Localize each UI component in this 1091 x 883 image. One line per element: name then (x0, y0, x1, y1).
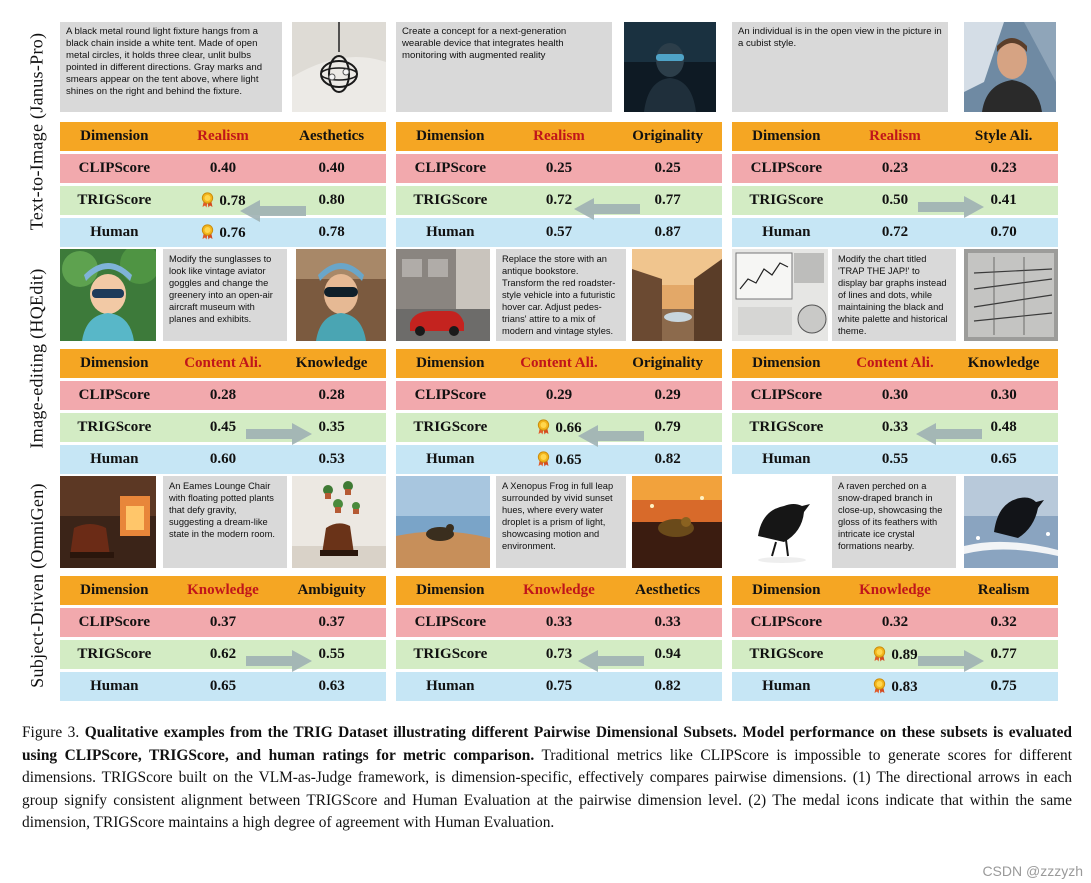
score-a: 0.60 (209, 451, 237, 467)
score-a: 0.55 (881, 451, 909, 467)
score-b: 0.63 (318, 678, 345, 694)
metric-name: Human (426, 224, 475, 240)
generated-image-floating-plants (292, 476, 386, 568)
table-header-row (60, 576, 386, 605)
source-image-chart (732, 249, 828, 341)
table-row-trigscore (60, 186, 386, 215)
table-row-trigscore (396, 186, 722, 215)
table-row-trigscore (60, 413, 386, 442)
medal-icon (872, 678, 887, 694)
score-a: 0.23 (881, 160, 909, 176)
row-label-subject-driven: Subject-Driven (OmniGen) (26, 482, 47, 688)
prompt-text: Create a concept for a next-generation wearable device that integrates health monitoring with augmented reality (396, 22, 612, 112)
prompt-text: A Xenopus Frog in full leap surrounded by vivid sunset hues, where every water droplet is a prism of light, showcasing motion and environment. (496, 476, 626, 568)
header-dimension: Dimension (752, 582, 821, 598)
score-b: 0.25 (654, 160, 681, 176)
metric-name: CLIPScore (750, 160, 823, 176)
score-a (169, 224, 278, 242)
panel-9 (732, 476, 1058, 703)
table-header-row (60, 122, 386, 151)
score-a: 0.33 (545, 614, 573, 630)
prompt-text: A black metal round light fixture hangs from a black chain inside a white tent. Made of open metal circles, it holds three clear, unlit bulbs pointed in different directions. Gray marks and smears appear on the tent above, where light shines on the right and behind the fixture. (60, 22, 282, 112)
score-b: 0.65 (990, 451, 1017, 467)
score-table (732, 122, 1058, 249)
score-table (396, 349, 722, 476)
medal-icon (200, 192, 215, 208)
prompt-text: An Eames Lounge Chair with floating potted plants that defy gravity, suggesting a dream-like state in the modern room. (163, 476, 287, 568)
score-b: 0.75 (990, 678, 1017, 694)
metric-name: TRIGScore (749, 646, 824, 662)
metric-name: Human (762, 451, 811, 467)
metric-name: Human (426, 451, 475, 467)
metric-name: TRIGScore (413, 646, 488, 662)
panel-5 (396, 249, 722, 476)
arrow-right-icon (918, 194, 984, 220)
metric-name: Human (426, 678, 475, 694)
header-dimension-b: Originality (632, 128, 704, 144)
score-table (396, 122, 722, 249)
header-dimension: Dimension (416, 355, 485, 371)
table-header-row (732, 122, 1058, 151)
header-dimension-b: Aesthetics (299, 128, 365, 144)
score-a: 0.57 (545, 224, 573, 240)
metric-name: CLIPScore (78, 160, 151, 176)
generated-image-cubist-portrait (964, 22, 1056, 112)
arrow-right-icon (246, 648, 312, 674)
score-value: 0.66 (555, 419, 582, 436)
generated-image-light-fixture (292, 22, 386, 112)
header-dimension-b: Originality (632, 355, 704, 371)
source-image-anime-boy (60, 249, 156, 341)
score-b: 0.37 (318, 614, 345, 630)
prompt-text: Modify the chart titled 'TRAP THE JAP!' to display bar graphs instead of lines and dots, while maintaining the black and white palette and historical theme. (832, 249, 956, 341)
table-header-row (396, 349, 722, 378)
header-dimension: Dimension (80, 128, 149, 144)
score-b: 0.23 (990, 160, 1017, 176)
table-header-row (396, 122, 722, 151)
panel-2 (396, 22, 722, 249)
prompt-text: Modify the sunglasses to look like vintage aviator goggles and change the greenery into an open-air aircraft museum with planes and exhibits. (163, 249, 287, 341)
score-a: 0.45 (209, 419, 237, 435)
edited-image-anime-boy (296, 249, 386, 341)
generated-image-frog-sunset (632, 476, 722, 568)
metric-name: Human (90, 678, 139, 694)
generated-image-raven-snow (964, 476, 1058, 568)
header-dimension-a: Realism (197, 128, 249, 144)
prompt-text: A raven perched on a snow-draped branch in close-up, showcasing the gloss of its feathers with intricate ice crystal formations nearby. (832, 476, 956, 568)
header-dimension-b: Knowledge (295, 355, 368, 371)
table-header-row (732, 576, 1058, 605)
header-dimension: Dimension (416, 582, 485, 598)
metric-name: Human (90, 451, 139, 467)
score-a: 0.72 (881, 224, 909, 240)
caption-label: Figure 3. (22, 724, 80, 741)
panel-7 (60, 476, 386, 703)
edited-image-street (632, 249, 722, 341)
medal-icon (536, 451, 551, 467)
score-value: 0.78 (219, 192, 246, 209)
header-dimension: Dimension (80, 582, 149, 598)
table-row-clipscore (396, 381, 722, 410)
score-table (732, 576, 1058, 703)
arrow-left-icon (578, 648, 644, 674)
table-row-clipscore (732, 154, 1058, 183)
score-a: 0.33 (881, 419, 909, 435)
table-row-trigscore (396, 640, 722, 669)
table-row-human (60, 445, 386, 474)
score-b: 0.35 (318, 419, 345, 435)
header-dimension: Dimension (416, 128, 485, 144)
table-header-row (732, 349, 1058, 378)
score-a: 0.30 (881, 387, 909, 403)
table-row-clipscore (396, 154, 722, 183)
metric-name: TRIGScore (77, 419, 152, 435)
table-row-trigscore (396, 413, 722, 442)
score-b: 0.55 (318, 646, 345, 662)
generated-image-wearable-device (624, 22, 716, 112)
score-b: 0.79 (654, 419, 681, 435)
score-b: 0.48 (990, 419, 1017, 435)
source-image-lounge-room (60, 476, 156, 568)
medal-icon (200, 224, 215, 240)
figure-caption (22, 722, 1072, 835)
table-row-trigscore (732, 413, 1058, 442)
header-dimension-b: Aesthetics (635, 582, 701, 598)
score-a: 0.62 (209, 646, 237, 662)
watermark: CSDN @zzzyzh (982, 863, 1083, 879)
metric-name: TRIGScore (749, 419, 824, 435)
edited-image-chart (964, 249, 1058, 341)
header-dimension-a: Realism (533, 128, 585, 144)
score-value: 0.83 (891, 678, 918, 695)
score-b: 0.41 (990, 192, 1017, 208)
score-b: 0.80 (318, 192, 345, 208)
metric-name: TRIGScore (413, 419, 488, 435)
score-value: 0.76 (219, 224, 246, 241)
header-dimension-b: Ambiguity (297, 582, 366, 598)
score-b: 0.70 (990, 224, 1017, 240)
score-b: 0.33 (654, 614, 681, 630)
metric-name: Human (762, 224, 811, 240)
score-b: 0.40 (318, 160, 345, 176)
metric-name: CLIPScore (414, 160, 487, 176)
score-b: 0.77 (654, 192, 681, 208)
header-dimension-a: Knowledge (859, 582, 931, 598)
header-dimension-a: Knowledge (187, 582, 259, 598)
caption-body: Traditional metrics like CLIPScore is impossible to generate scores for different dimensions. TRIGScore built on the VLM-as-Judge framework, is dimension-specific, effectively compares pairwise dimensions. (1) The directional arrows in each group signify consistent alignment between TRIGScore and Human Evaluation at the pairwise dimension level. (2) The medal icons indicate that within the same dimension, TRIGScore maintains a high degree of agreement with Human Evaluation. (22, 746, 1072, 832)
header-dimension-a: Knowledge (523, 582, 595, 598)
score-b: 0.28 (318, 387, 345, 403)
table-row-human (60, 218, 386, 247)
panel-3 (732, 22, 1058, 249)
score-a: 0.29 (545, 387, 573, 403)
score-a (505, 451, 614, 469)
prompt-text: An individual is in the open view in the picture in a cubist style. (732, 22, 948, 112)
metric-name: TRIGScore (413, 192, 488, 208)
panel-8 (396, 476, 722, 703)
arrow-right-icon (918, 648, 984, 674)
medal-icon (872, 646, 887, 662)
metric-name: CLIPScore (414, 614, 487, 630)
header-dimension-a: Content Ali. (856, 355, 934, 371)
score-a: 0.75 (545, 678, 573, 694)
score-a (841, 678, 950, 696)
panel-4 (60, 249, 386, 476)
table-row-human (396, 672, 722, 701)
score-a: 0.65 (209, 678, 237, 694)
score-a: 0.25 (545, 160, 573, 176)
row-label-image-editing: Image-editing (HQEdit) (26, 267, 47, 449)
metric-name: CLIPScore (750, 614, 823, 630)
table-row-clipscore (732, 381, 1058, 410)
score-table (60, 576, 386, 703)
score-b: 0.82 (654, 451, 681, 467)
source-image-raven (732, 476, 828, 568)
header-dimension-b: Realism (977, 582, 1030, 598)
score-value: 0.89 (891, 646, 918, 663)
medal-icon (536, 419, 551, 435)
table-row-trigscore (60, 640, 386, 669)
score-a: 0.28 (209, 387, 237, 403)
metric-name: CLIPScore (750, 387, 823, 403)
score-table (60, 349, 386, 476)
score-b: 0.29 (654, 387, 681, 403)
score-b: 0.87 (654, 224, 681, 240)
table-row-human (396, 445, 722, 474)
arrow-left-icon (916, 421, 982, 447)
prompt-text: Replace the store with an antique bookstore. Transform the red roadster-style vehicle into a futuristic hover car. Adjust pedes-trians' attire to a mix of modern and vintage styles. (496, 249, 626, 341)
arrow-left-icon (574, 196, 640, 222)
score-a: 0.40 (209, 160, 237, 176)
panel-1 (60, 22, 386, 249)
header-dimension: Dimension (80, 355, 149, 371)
score-b: 0.32 (990, 614, 1017, 630)
table-row-trigscore (732, 186, 1058, 215)
score-a: 0.73 (545, 646, 573, 662)
metric-name: CLIPScore (414, 387, 487, 403)
table-row-human (732, 218, 1058, 247)
table-row-human (732, 672, 1058, 701)
score-b: 0.53 (318, 451, 345, 467)
table-row-human (60, 672, 386, 701)
header-dimension-a: Realism (869, 128, 921, 144)
table-row-clipscore (732, 608, 1058, 637)
score-b: 0.77 (990, 646, 1017, 662)
score-table (396, 576, 722, 703)
panel-6 (732, 249, 1058, 476)
metric-name: CLIPScore (78, 387, 151, 403)
score-b: 0.94 (654, 646, 681, 662)
score-b: 0.78 (318, 224, 345, 240)
score-a: 0.50 (881, 192, 909, 208)
metric-name: TRIGScore (77, 192, 152, 208)
metric-name: Human (762, 678, 811, 694)
score-value: 0.65 (555, 451, 582, 468)
header-dimension-a: Content Ali. (184, 355, 262, 371)
header-dimension-a: Content Ali. (520, 355, 598, 371)
header-dimension: Dimension (752, 355, 821, 371)
table-row-clipscore (396, 608, 722, 637)
score-table (732, 349, 1058, 476)
caption-bold: Qualitative examples from the TRIG Dataset illustrating different Pairwise Dimensional Subsets. Model performance on these subsets is evaluated using CLIPScore, TRIGScore, and human ratings for metric comparison. (22, 724, 1072, 764)
row-label-text-to-image: Text-to-Image (Janus-Pro) (26, 32, 47, 230)
table-row-clipscore (60, 381, 386, 410)
source-image-street (396, 249, 490, 341)
header-dimension-b: Knowledge (967, 355, 1040, 371)
table-row-clipscore (60, 608, 386, 637)
table-row-clipscore (60, 154, 386, 183)
score-table (60, 122, 386, 249)
score-a: 0.72 (545, 192, 573, 208)
arrow-left-icon (240, 198, 306, 224)
metric-name: Human (90, 224, 139, 240)
source-image-frog (396, 476, 490, 568)
table-row-trigscore (732, 640, 1058, 669)
score-a: 0.32 (881, 614, 909, 630)
metric-name: TRIGScore (77, 646, 152, 662)
table-row-human (732, 445, 1058, 474)
metric-name: TRIGScore (749, 192, 824, 208)
table-header-row (60, 349, 386, 378)
arrow-right-icon (246, 421, 312, 447)
metric-name: CLIPScore (78, 614, 151, 630)
table-row-human (396, 218, 722, 247)
header-dimension-b: Style Ali. (974, 128, 1033, 144)
score-a: 0.37 (209, 614, 237, 630)
score-b: 0.30 (990, 387, 1017, 403)
header-dimension: Dimension (752, 128, 821, 144)
score-b: 0.82 (654, 678, 681, 694)
arrow-left-icon (578, 423, 644, 449)
table-header-row (396, 576, 722, 605)
